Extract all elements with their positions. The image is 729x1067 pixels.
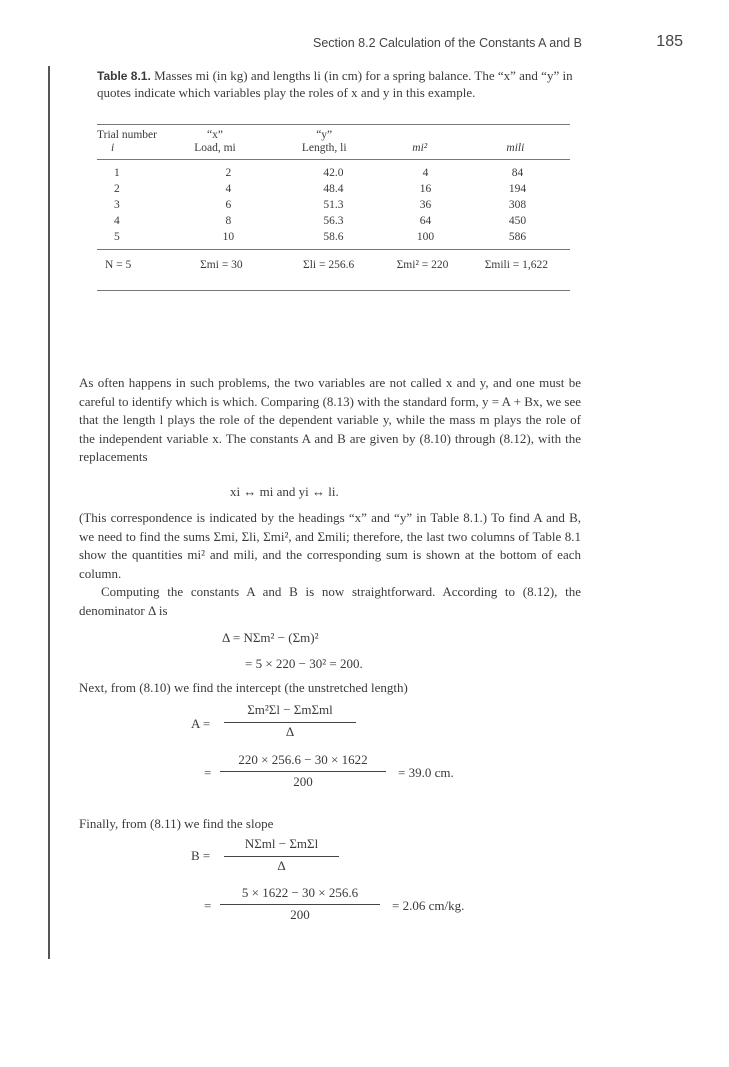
paragraph-slope: Finally, from (8.11) we find the slope	[79, 816, 274, 831]
header-cell: mili	[506, 142, 525, 155]
B-denominator-numeric: 200	[290, 907, 310, 922]
header-cell: Trial number	[97, 128, 157, 141]
B-fraction-bar-numeric	[220, 904, 380, 905]
A-numerator-symbolic: Σm²Σl − ΣmΣml	[247, 702, 333, 717]
header-cell: “y”	[316, 128, 333, 141]
table-cell: 100	[416, 231, 435, 243]
header-cell: “x”	[206, 128, 223, 141]
table-cell: 16	[419, 183, 432, 195]
header-cell	[379, 128, 461, 142]
table-cell: 8	[225, 215, 232, 227]
B-fraction-bar	[224, 856, 339, 857]
table-cell: 51.3	[323, 199, 344, 211]
section-title: Section 8.2 Calculation of the Constants A and B	[313, 36, 582, 50]
table-cell: 3	[114, 199, 120, 211]
data-table	[97, 124, 570, 291]
header-cell	[461, 128, 570, 142]
table-bottom-rule	[97, 290, 570, 291]
table-cell: 1	[114, 167, 120, 179]
table-cell: 10	[222, 231, 235, 243]
header-cell: Load, mi	[194, 142, 236, 155]
A-equals: =	[204, 765, 212, 780]
caption-text: Masses mi (in kg) and lengths li (in cm) for a spring balance. The “x” and “y” in quotes indicate which variables play the roles of x and y in this example.	[97, 68, 573, 100]
B-numerator-numeric: 5 × 1622 − 30 × 256.6	[241, 885, 359, 900]
table-cell: 64	[419, 215, 432, 227]
paragraph-computing: Computing the constants A and B is now straightforward. According to (8.12), the denominator Δ is	[79, 584, 581, 618]
header-cell: mi²	[412, 142, 428, 155]
A-result: = 39.0 cm.	[398, 765, 454, 780]
table-cell: 194	[508, 183, 527, 195]
sum-cell: Σmili = 1,622	[484, 259, 549, 271]
table-cell: 308	[508, 199, 527, 211]
table-cell: 2	[225, 167, 232, 179]
table-cell: 48.4	[323, 183, 344, 195]
table-mid-rule	[97, 159, 570, 160]
sum-cell: N = 5	[105, 259, 132, 271]
table-cell: 2	[114, 183, 120, 195]
A-fraction-bar-numeric	[220, 771, 386, 772]
paragraph-intro: As often happens in such problems, the two variables are not called x and y, and one must be careful to identify which is which. Comparing (8.13) with the standard form, y = A + Bx, we see that the length l plays the role of the dependent variable y, while the mass m plays the role of the independent variable x. The constants A and B are given by (8.10) through (8.12), with the replacements	[79, 375, 581, 464]
delta-equation-line2: = 5 × 220 − 30² = 200.	[245, 656, 363, 671]
table-cell: 42.0	[323, 167, 344, 179]
B-numerator-symbolic: NΣml − ΣmΣl	[244, 836, 319, 851]
table-row	[97, 165, 570, 181]
table-top-rule	[97, 124, 570, 125]
table-cell: 4	[225, 183, 232, 195]
table-cell: 4	[114, 215, 120, 227]
table-row	[97, 197, 570, 213]
margin-rule	[48, 66, 50, 959]
table-caption	[97, 68, 577, 101]
page-number: 185	[656, 33, 683, 50]
sum-cell: Σmi = 30	[200, 259, 243, 271]
sum-cell: Σmi² = 220	[396, 259, 449, 271]
paragraph-correspondence: (This correspondence is indicated by the headings “x” and “y” in Table 8.1.) To find A and B, we need to find the sums Σmi, Σli, Σmi², and Σmili; therefore, the last two columns of Table 8.1 show the quantities mi² and mili, and the corresponding sum is shown at the bottom of each column.	[79, 510, 581, 581]
B-lhs: B =	[191, 848, 211, 863]
delta-equation-line1: Δ = NΣm² − (Σm)²	[222, 630, 319, 645]
B-equals: =	[204, 898, 212, 913]
B-denominator-symbolic: Δ	[277, 858, 286, 873]
table-header-row	[97, 142, 570, 156]
table-header-row	[97, 128, 570, 142]
header-cell: Length, li	[301, 142, 347, 155]
table-row	[97, 213, 570, 229]
replacement-equation: xi ↔ mi and yi ↔ li.	[230, 484, 339, 499]
table-cell: 450	[508, 215, 527, 227]
table-cell: 6	[225, 199, 232, 211]
table-cell: 5	[114, 231, 120, 243]
table-cell: 4	[422, 167, 429, 179]
table-row	[97, 229, 570, 245]
table-cell: 586	[508, 231, 527, 243]
table-cell: 36	[419, 199, 432, 211]
B-result: = 2.06 cm/kg.	[392, 898, 465, 913]
sum-cell: Σli = 256.6	[303, 259, 355, 271]
A-fraction-bar	[224, 722, 356, 723]
A-denominator-numeric: 200	[293, 774, 313, 789]
table-sum-row	[97, 250, 570, 280]
paragraph-intercept: Next, from (8.10) we find the intercept (the unstretched length)	[79, 680, 408, 695]
table-cell: 84	[511, 167, 524, 179]
caption-label: Table 8.1.	[97, 69, 151, 83]
header-cell: i	[111, 142, 115, 155]
A-numerator-numeric: 220 × 256.6 − 30 × 1622	[238, 752, 368, 767]
table-cell: 56.3	[323, 215, 344, 227]
A-denominator-symbolic: Δ	[285, 724, 295, 739]
table-row	[97, 181, 570, 197]
A-lhs: A =	[191, 716, 211, 731]
table-cell: 58.6	[323, 231, 344, 243]
